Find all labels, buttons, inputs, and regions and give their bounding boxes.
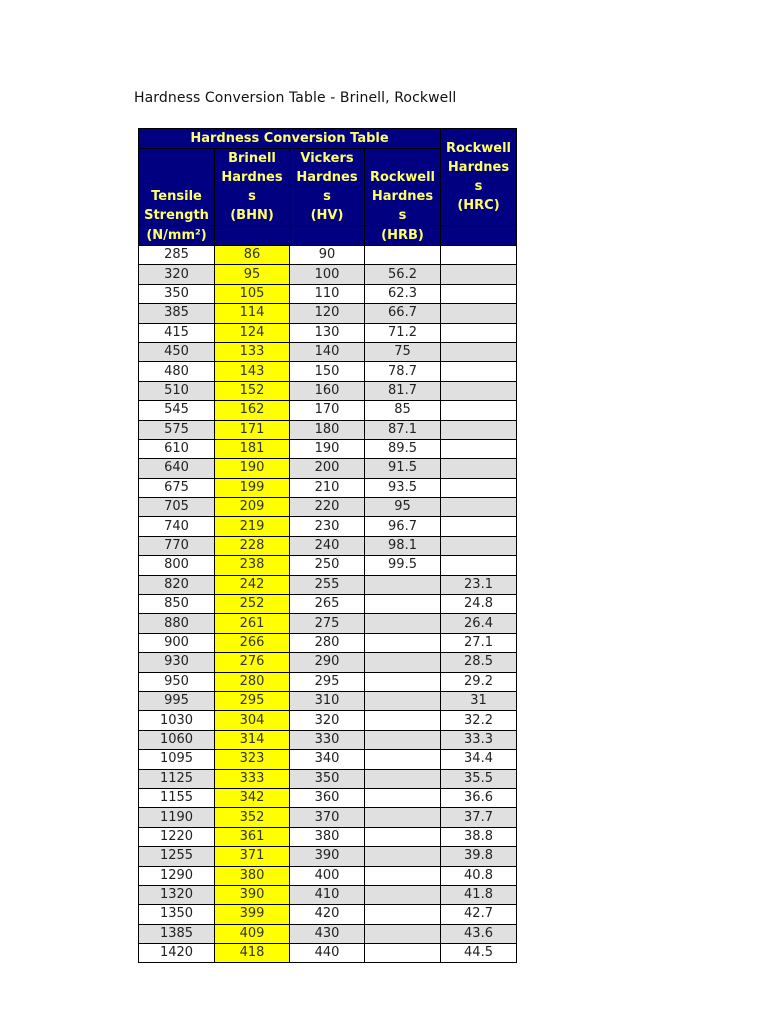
- tensile-strength-cell: 575: [139, 420, 215, 439]
- header-vickers-blank: [290, 226, 365, 246]
- brinell-cell: 390: [215, 885, 290, 904]
- hardness-table-container: [138, 128, 517, 963]
- rockwell-c-cell: 24.8: [441, 595, 517, 614]
- rockwell-b-cell: 85: [365, 401, 441, 420]
- tensile-strength-cell: 640: [139, 459, 215, 478]
- brinell-cell: 314: [215, 730, 290, 749]
- table-row: [139, 672, 517, 691]
- tensile-strength-cell: 1190: [139, 808, 215, 827]
- tensile-strength-cell: 350: [139, 284, 215, 303]
- table-body: [139, 246, 517, 963]
- rockwell-c-cell: [441, 401, 517, 420]
- table-row: [139, 381, 517, 400]
- rockwell-b-cell: 62.3: [365, 284, 441, 303]
- tensile-strength-cell: 1060: [139, 730, 215, 749]
- tensile-strength-cell: 385: [139, 304, 215, 323]
- rockwell-b-cell: 66.7: [365, 304, 441, 323]
- tensile-strength-cell: 285: [139, 246, 215, 265]
- header-tensile: [139, 149, 215, 226]
- vickers-cell: 90: [290, 246, 365, 265]
- vickers-cell: 250: [290, 556, 365, 575]
- page-title: Hardness Conversion Table - Brinell, Rockwell: [134, 90, 457, 106]
- tensile-strength-cell: 1290: [139, 866, 215, 885]
- table-banner-text: Hardness Conversion Table: [190, 131, 389, 146]
- brinell-cell: 199: [215, 478, 290, 497]
- rockwell-b-cell: [365, 769, 441, 788]
- table-row: [139, 769, 517, 788]
- brinell-cell: 162: [215, 401, 290, 420]
- vickers-cell: 350: [290, 769, 365, 788]
- header-rockwell-c: [441, 129, 517, 226]
- table-banner: [139, 129, 441, 149]
- tensile-strength-cell: 610: [139, 439, 215, 458]
- vickers-cell: 320: [290, 711, 365, 730]
- header-vickers-line-1: Vickers: [300, 151, 354, 166]
- vickers-cell: 150: [290, 362, 365, 381]
- header-brinell-line-2: Hardnes: [221, 170, 283, 185]
- brinell-cell: 342: [215, 788, 290, 807]
- rockwell-b-cell: [365, 885, 441, 904]
- vickers-cell: 295: [290, 672, 365, 691]
- vickers-cell: 275: [290, 614, 365, 633]
- rockwell-b-cell: [365, 672, 441, 691]
- header-brinell-line-1: Brinell: [228, 151, 276, 166]
- tensile-strength-cell: 880: [139, 614, 215, 633]
- rockwell-b-cell: 96.7: [365, 517, 441, 536]
- brinell-cell: 133: [215, 342, 290, 361]
- table-row: [139, 808, 517, 827]
- tensile-strength-cell: 320: [139, 265, 215, 284]
- rockwell-c-cell: [441, 323, 517, 342]
- header-vickers-line-3: s: [323, 189, 331, 204]
- rockwell-c-cell: 34.4: [441, 750, 517, 769]
- table-row: [139, 439, 517, 458]
- rockwell-c-cell: 44.5: [441, 944, 517, 963]
- rockwell-c-cell: 31: [441, 691, 517, 710]
- brinell-cell: 276: [215, 653, 290, 672]
- rockwell-b-cell: 56.2: [365, 265, 441, 284]
- header-brinell-blank: [215, 226, 290, 246]
- tensile-strength-cell: 740: [139, 517, 215, 536]
- brinell-cell: 238: [215, 556, 290, 575]
- table-row: [139, 788, 517, 807]
- brinell-cell: 266: [215, 633, 290, 652]
- table-row: [139, 614, 517, 633]
- table-row: [139, 459, 517, 478]
- tensile-strength-cell: 770: [139, 536, 215, 555]
- vickers-cell: 430: [290, 924, 365, 943]
- tensile-strength-cell: 820: [139, 575, 215, 594]
- brinell-cell: 219: [215, 517, 290, 536]
- rockwell-c-cell: [441, 304, 517, 323]
- table-row: [139, 536, 517, 555]
- tensile-strength-cell: 675: [139, 478, 215, 497]
- tensile-strength-cell: 1255: [139, 847, 215, 866]
- rockwell-c-cell: [441, 265, 517, 284]
- tensile-strength-cell: 545: [139, 401, 215, 420]
- header-rockwell-b-line-1: Rockwell: [369, 170, 436, 185]
- header-brinell: [215, 149, 290, 226]
- table-row: [139, 750, 517, 769]
- rockwell-b-cell: 71.2: [365, 323, 441, 342]
- table-row: [139, 885, 517, 904]
- header-tensile-unit: (N/mm²): [139, 226, 215, 246]
- tensile-strength-cell: 1095: [139, 750, 215, 769]
- table-row: [139, 653, 517, 672]
- tensile-strength-cell: 480: [139, 362, 215, 381]
- rockwell-b-cell: 91.5: [365, 459, 441, 478]
- vickers-cell: 390: [290, 847, 365, 866]
- header-tensile-line-1: Tensile: [151, 189, 202, 204]
- rockwell-b-cell: [365, 246, 441, 265]
- table-row: [139, 362, 517, 381]
- brinell-cell: 171: [215, 420, 290, 439]
- header-rockwell-b-line-2: Hardnes: [371, 189, 434, 204]
- rockwell-c-cell: 29.2: [441, 672, 517, 691]
- rockwell-c-cell: [441, 246, 517, 265]
- rockwell-b-cell: [365, 633, 441, 652]
- brinell-cell: 95: [215, 265, 290, 284]
- rockwell-c-cell: 35.5: [441, 769, 517, 788]
- brinell-cell: 242: [215, 575, 290, 594]
- brinell-cell: 228: [215, 536, 290, 555]
- brinell-cell: 399: [215, 905, 290, 924]
- brinell-cell: 280: [215, 672, 290, 691]
- header-brinell-line-4: (BHN): [230, 208, 274, 223]
- header-vickers: [290, 149, 365, 226]
- rockwell-c-cell: [441, 342, 517, 361]
- table-row: [139, 265, 517, 284]
- table-row: [139, 905, 517, 924]
- table-row: [139, 866, 517, 885]
- tensile-strength-cell: 450: [139, 342, 215, 361]
- brinell-cell: 409: [215, 924, 290, 943]
- vickers-cell: 330: [290, 730, 365, 749]
- vickers-cell: 280: [290, 633, 365, 652]
- brinell-cell: 323: [215, 750, 290, 769]
- tensile-strength-cell: 1125: [139, 769, 215, 788]
- table-row: [139, 498, 517, 517]
- tensile-strength-cell: 415: [139, 323, 215, 342]
- rockwell-c-cell: [441, 284, 517, 303]
- vickers-cell: 360: [290, 788, 365, 807]
- table-row: [139, 924, 517, 943]
- tensile-strength-cell: 950: [139, 672, 215, 691]
- rockwell-b-cell: [365, 730, 441, 749]
- header-vickers-line-2: Hardnes: [296, 170, 358, 185]
- table-row: [139, 827, 517, 846]
- table-row: [139, 847, 517, 866]
- table-row: [139, 517, 517, 536]
- rockwell-b-cell: 81.7: [365, 381, 441, 400]
- header-rockwell-c-line-4: (HRC): [457, 198, 500, 213]
- rockwell-c-cell: [441, 362, 517, 381]
- table-row: [139, 323, 517, 342]
- table-row: [139, 711, 517, 730]
- brinell-cell: 181: [215, 439, 290, 458]
- hardness-conversion-table: [138, 128, 517, 963]
- rockwell-c-cell: 37.7: [441, 808, 517, 827]
- rockwell-b-cell: [365, 847, 441, 866]
- table-row: [139, 246, 517, 265]
- brinell-cell: 333: [215, 769, 290, 788]
- table-row: [139, 691, 517, 710]
- rockwell-c-cell: [441, 536, 517, 555]
- table-row: [139, 556, 517, 575]
- header-rockwell-c-line-2: Hardnes: [447, 160, 510, 175]
- table-row: [139, 304, 517, 323]
- rockwell-c-cell: 36.6: [441, 788, 517, 807]
- tensile-strength-cell: 1320: [139, 885, 215, 904]
- rockwell-b-cell: 95: [365, 498, 441, 517]
- rockwell-c-cell: [441, 459, 517, 478]
- table-row: [139, 944, 517, 963]
- header-rockwell-c-line-3: s: [474, 179, 483, 194]
- tensile-strength-cell: 1350: [139, 905, 215, 924]
- rockwell-c-cell: 39.8: [441, 847, 517, 866]
- vickers-cell: 230: [290, 517, 365, 536]
- table-row: [139, 730, 517, 749]
- tensile-strength-cell: 900: [139, 633, 215, 652]
- vickers-cell: 255: [290, 575, 365, 594]
- vickers-cell: 420: [290, 905, 365, 924]
- tensile-strength-cell: 705: [139, 498, 215, 517]
- brinell-cell: 261: [215, 614, 290, 633]
- brinell-cell: 114: [215, 304, 290, 323]
- rockwell-c-cell: [441, 439, 517, 458]
- rockwell-c-cell: 42.7: [441, 905, 517, 924]
- vickers-cell: 370: [290, 808, 365, 827]
- vickers-cell: 210: [290, 478, 365, 497]
- rockwell-c-cell: [441, 517, 517, 536]
- header-rockwell-c-line-1: Rockwell: [445, 141, 512, 156]
- vickers-cell: 400: [290, 866, 365, 885]
- vickers-cell: 180: [290, 420, 365, 439]
- tensile-strength-cell: 1385: [139, 924, 215, 943]
- rockwell-b-cell: [365, 575, 441, 594]
- brinell-cell: 361: [215, 827, 290, 846]
- table-row: [139, 478, 517, 497]
- rockwell-c-cell: [441, 498, 517, 517]
- table-row: [139, 575, 517, 594]
- brinell-cell: 352: [215, 808, 290, 827]
- table-row: [139, 401, 517, 420]
- rockwell-b-cell: [365, 595, 441, 614]
- rockwell-b-cell: [365, 653, 441, 672]
- rockwell-c-cell: 32.2: [441, 711, 517, 730]
- vickers-cell: 410: [290, 885, 365, 904]
- vickers-cell: 380: [290, 827, 365, 846]
- table-row: [139, 633, 517, 652]
- vickers-cell: 120: [290, 304, 365, 323]
- rockwell-b-cell: [365, 750, 441, 769]
- brinell-cell: 124: [215, 323, 290, 342]
- header-vickers-line-4: (HV): [310, 208, 344, 223]
- rockwell-b-cell: 89.5: [365, 439, 441, 458]
- table-row: [139, 284, 517, 303]
- rockwell-c-cell: [441, 556, 517, 575]
- rockwell-b-cell: [365, 691, 441, 710]
- brinell-cell: 143: [215, 362, 290, 381]
- rockwell-b-cell: [365, 827, 441, 846]
- vickers-cell: 220: [290, 498, 365, 517]
- tensile-strength-cell: 1220: [139, 827, 215, 846]
- vickers-cell: 340: [290, 750, 365, 769]
- rockwell-c-cell: 26.4: [441, 614, 517, 633]
- brinell-cell: 295: [215, 691, 290, 710]
- brinell-cell: 105: [215, 284, 290, 303]
- vickers-cell: 310: [290, 691, 365, 710]
- rockwell-c-cell: 38.8: [441, 827, 517, 846]
- rockwell-c-cell: [441, 420, 517, 439]
- rockwell-b-cell: [365, 788, 441, 807]
- rockwell-c-cell: 23.1: [441, 575, 517, 594]
- vickers-cell: 170: [290, 401, 365, 420]
- vickers-cell: 130: [290, 323, 365, 342]
- rockwell-c-cell: 41.8: [441, 885, 517, 904]
- table-row: [139, 420, 517, 439]
- vickers-cell: 440: [290, 944, 365, 963]
- rockwell-c-cell: 40.8: [441, 866, 517, 885]
- rockwell-b-cell: [365, 866, 441, 885]
- rockwell-c-cell: [441, 381, 517, 400]
- vickers-cell: 200: [290, 459, 365, 478]
- rockwell-b-cell: [365, 924, 441, 943]
- rockwell-b-cell: 75: [365, 342, 441, 361]
- rockwell-b-cell: [365, 944, 441, 963]
- header-rockwell-b-unit: (HRB): [365, 226, 441, 246]
- rockwell-b-cell: [365, 808, 441, 827]
- vickers-cell: 240: [290, 536, 365, 555]
- rockwell-c-cell: [441, 478, 517, 497]
- rockwell-b-cell: 99.5: [365, 556, 441, 575]
- rockwell-b-cell: 78.7: [365, 362, 441, 381]
- rockwell-c-cell: 43.6: [441, 924, 517, 943]
- table-row: [139, 342, 517, 361]
- tensile-strength-cell: 930: [139, 653, 215, 672]
- brinell-cell: 418: [215, 944, 290, 963]
- tensile-strength-cell: 510: [139, 381, 215, 400]
- tensile-strength-cell: 1030: [139, 711, 215, 730]
- brinell-cell: 152: [215, 381, 290, 400]
- rockwell-b-cell: [365, 711, 441, 730]
- vickers-cell: 100: [290, 265, 365, 284]
- vickers-cell: 140: [290, 342, 365, 361]
- header-rockwell-c-blank: [441, 226, 517, 246]
- rockwell-c-cell: 33.3: [441, 730, 517, 749]
- brinell-cell: 190: [215, 459, 290, 478]
- brinell-cell: 86: [215, 246, 290, 265]
- tensile-strength-cell: 850: [139, 595, 215, 614]
- table-row: [139, 595, 517, 614]
- brinell-cell: 371: [215, 847, 290, 866]
- header-tensile-line-2: Strength: [144, 208, 209, 223]
- brinell-cell: 380: [215, 866, 290, 885]
- tensile-strength-cell: 1155: [139, 788, 215, 807]
- rockwell-b-cell: [365, 614, 441, 633]
- table-header: [139, 129, 517, 246]
- rockwell-b-cell: 93.5: [365, 478, 441, 497]
- rockwell-b-cell: 87.1: [365, 420, 441, 439]
- vickers-cell: 190: [290, 439, 365, 458]
- rockwell-b-cell: [365, 905, 441, 924]
- tensile-strength-cell: 1420: [139, 944, 215, 963]
- brinell-cell: 304: [215, 711, 290, 730]
- vickers-cell: 265: [290, 595, 365, 614]
- brinell-cell: 252: [215, 595, 290, 614]
- tensile-strength-cell: 995: [139, 691, 215, 710]
- header-brinell-line-3: s: [248, 189, 256, 204]
- header-rockwell-b-line-3: s: [398, 208, 407, 223]
- rockwell-b-cell: 98.1: [365, 536, 441, 555]
- vickers-cell: 160: [290, 381, 365, 400]
- vickers-cell: 290: [290, 653, 365, 672]
- rockwell-c-cell: 27.1: [441, 633, 517, 652]
- rockwell-c-cell: 28.5: [441, 653, 517, 672]
- tensile-strength-cell: 800: [139, 556, 215, 575]
- vickers-cell: 110: [290, 284, 365, 303]
- header-rockwell-b: [365, 149, 441, 226]
- brinell-cell: 209: [215, 498, 290, 517]
